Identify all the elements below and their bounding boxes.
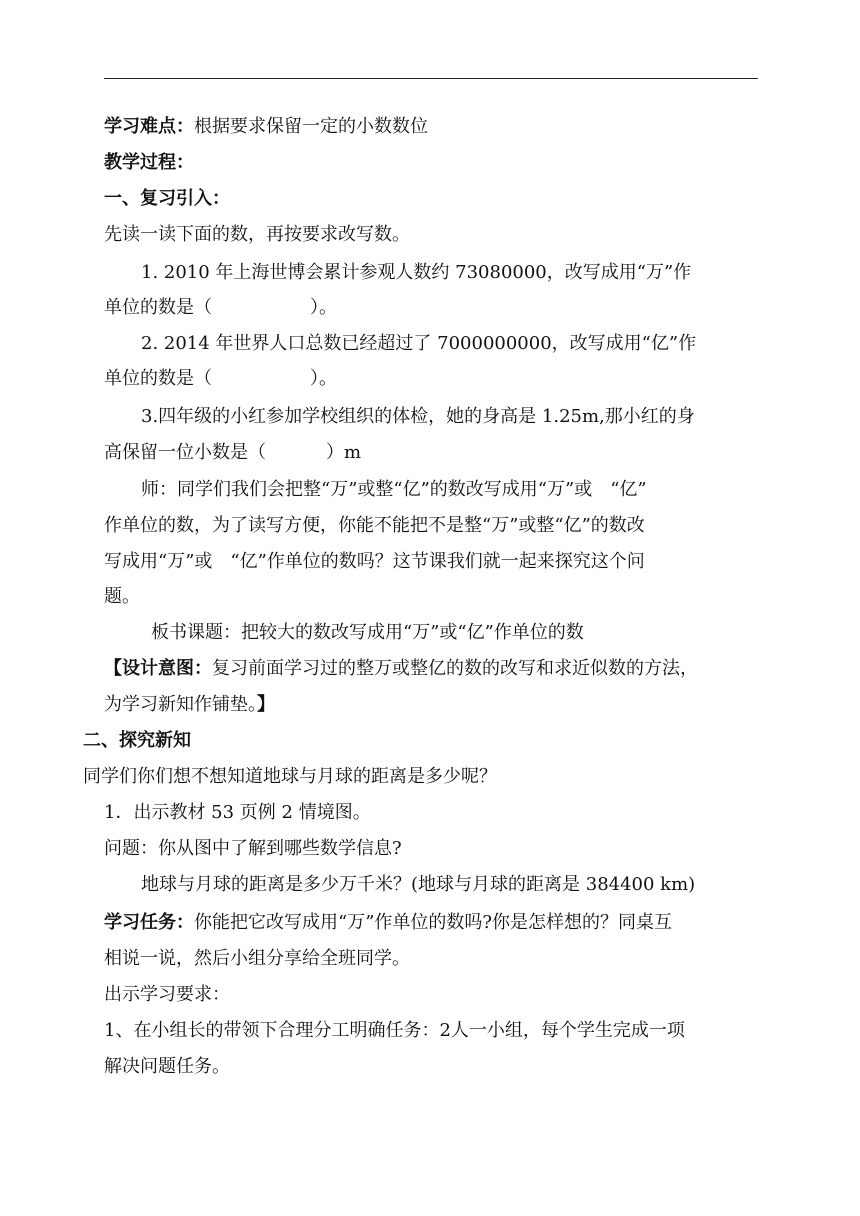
difficulty-label: 学习难点： [104,116,194,137]
requirement1-line2: 解决问题任务。 [104,1056,230,1077]
task-label: 学习任务： [104,912,194,933]
task-line1 [104,911,672,935]
header-rule [104,78,758,79]
design-intent-close: 】 [257,694,275,715]
design-intent-line2 [104,693,275,717]
question2-suffix: ）。 [310,368,337,389]
section2-question: 同学们你们想不想知道地球与月球的距离是多少呢？ [83,766,497,787]
question3-line2 [104,441,361,465]
question1-line2 [104,296,337,320]
design-intent-text1: 复习前面学习过的整万或整亿的数的改写和求近似数的方法， [212,658,698,679]
requirements-heading: 出示学习要求： [104,984,230,1005]
section2-problem: 问题：你从图中了解到哪些数学信息? [104,838,402,859]
question1-line1: 1. 2010 年上海世博会累计参观人数约 73080000，改写成用“万”作 [141,262,692,283]
task-line2: 相说一说，然后小组分享给全班同学。 [104,948,410,969]
design-intent-line1 [104,657,698,681]
question2-line2 [104,367,337,391]
section1-heading: 一、复习引入： [104,188,230,209]
question3-suffix: ）m [326,442,362,463]
task-text1: 你能把它改写成用“万”作单位的数吗?你是怎样想的？同桌互 [194,912,673,933]
teacher-line4: 题。 [104,586,140,607]
difficulty-text: 根据要求保留一定的小数数位 [194,116,428,137]
question1-prefix: 单位的数是（ [104,297,212,318]
design-intent-label: 【设计意图： [104,658,212,679]
section2-heading: 二、探究新知 [83,730,191,751]
section2-item1: 1．出示教材 53 页例 2 情境图。 [104,802,371,823]
process-heading: 教学过程： [104,152,194,173]
teacher-line1: 师：同学们我们会把整“万”或整“亿”的数改写成用“万”或 “亿” [141,479,647,500]
board-title: 板书课题：把较大的数改写成用“万”或“亿”作单位的数 [151,622,584,643]
intro-text: 先读一读下面的数，再按要求改写数。 [104,224,410,245]
design-intent-text2: 为学习新知作铺垫。 [104,694,257,715]
difficulty-line [104,115,428,139]
question2-prefix: 单位的数是（ [104,368,212,389]
teacher-line2: 作单位的数，为了读写方便，你能不能把不是整“万”或整“亿”的数改 [104,515,645,536]
question1-suffix: ）。 [310,297,337,318]
requirement1-line1: 1、在小组长的带领下合理分工明确任务：2人一小组，每个学生完成一项 [104,1020,685,1041]
question3-line1: 3.四年级的小红参加学校组织的体检，她的身高是 1.25m,那小红的身 [141,406,695,427]
question3-prefix: 高保留一位小数是（ [104,442,266,463]
question2-line1: 2. 2014 年世界人口总数已经超过了 7000000000，改写成用“亿”作 [141,333,697,354]
teacher-line3: 写成用“万”或 “亿”作单位的数吗？这节课我们就一起来探究这个问 [104,551,645,572]
section2-distance: 地球与月球的距离是多少万千米？(地球与月球的距离是 384400 km) [141,874,696,895]
